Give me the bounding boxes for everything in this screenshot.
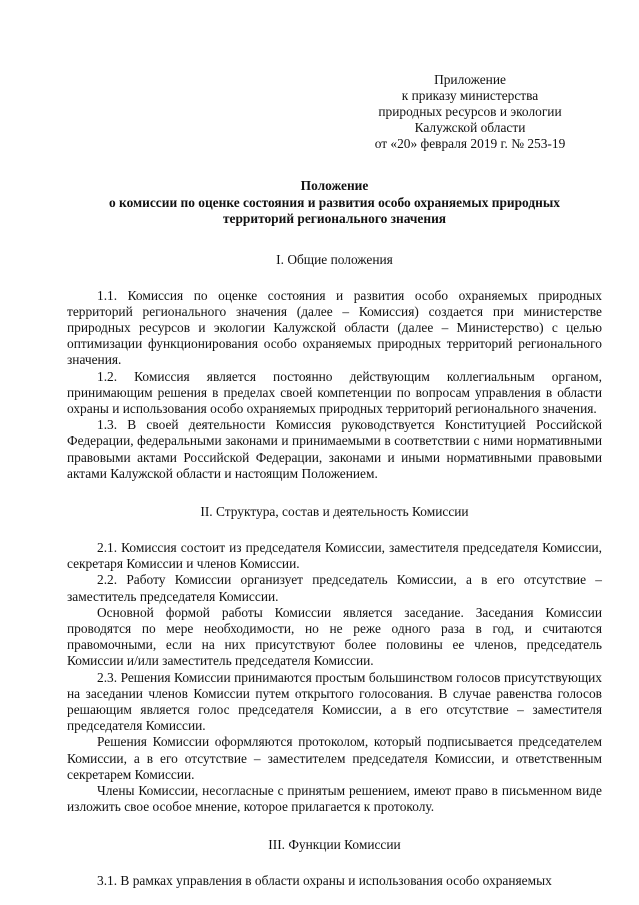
document-title [67,178,602,228]
section-heading-functions: III. Функции Комиссии [268,837,401,853]
section-body-functions [67,873,602,889]
paragraph: 1.1. Комиссия по оценке состояния и развития особо охраняемых природных территорий регионального значения (далее – Комиссия) создается при министерстве природных ресурсов и экологии Калужской области (далее – Министерство) с целью оптимизации функционирования особо охраняемых природных территорий регионального значения. [67,287,602,368]
paragraph: Члены Комиссии, несогласные с принятым решением, имеют право в письменном виде изложить свое особое мнение, которое прилагается к протоколу. [67,782,602,815]
title-line: Положение [300,178,369,193]
paragraph: Основной формой работы Комиссии является заседание. Заседания Комиссии проводятся по мере необходимости, но не реже одного раза в год, и считаются правомочными, если на них присутствуют более половины ее членов, председатель Комиссии и/или заместитель председателя Комиссии. [67,604,602,669]
appendix-block [370,72,570,152]
paragraph: Решения Комиссии оформляются протоколом, который подписывается председателем Комиссии, а в его отсутствие – заместителем председателя Комиссии, и ответственным секретарем Комиссии. [67,734,602,782]
appendix-line: Приложение [434,72,506,87]
paragraph: 2.3. Решения Комиссии принимаются простым большинством голосов присутствующих на заседании членов Комиссии путем открытого голосования. В случае равенства голосов решающим является голос председателя Комиссии, а в его отсутствие – заместителя председателя Комиссии. [67,669,602,734]
section-body-general [67,288,602,482]
appendix-date-line: от «20» февраля 2019 г. № 253-19 [374,136,566,151]
section-body-structure [67,540,602,815]
title-line: о комиссии по оценке состояния и развития особо охраняемых природных [108,194,561,210]
appendix-line: к приказу министерства [401,88,539,103]
section-heading-general: I. Общие положения [276,251,393,267]
paragraph: 3.1. В рамках управления в области охраны и использования особо охраняемых [97,873,552,889]
appendix-line: природных ресурсов и экологии [378,104,562,119]
paragraph: 1.2. Комиссия является постоянно действующим коллегиальным органом, принимающим решения в пределах своей компетенции по вопросам управления в области охраны и использования особо охраняемых природных территорий регионального значения. [67,368,602,416]
paragraph: 2.2. Работу Комиссии организует председатель Комиссии, а в его отсутствие – заместитель председателя Комиссии. [67,572,602,604]
title-line: территорий регионального значения [222,211,447,226]
paragraph: 1.3. В своей деятельности Комиссия руководствуется Конституцией Российской Федерации, федеральными законами и принимаемыми в соответствии с ними нормативными правовыми актами Российской Федерации, законами и иными нормативными правовыми актами Калужской области и настоящим Положением. [67,417,602,481]
section-heading-structure: II. Структура, состав и деятельность Комиссии [200,503,469,519]
appendix-line: Калужской области [414,120,526,135]
paragraph: 2.1. Комиссия состоит из председателя Комиссии, заместителя председателя Комиссии, секретаря Комиссии и членов Комиссии. [67,539,602,572]
